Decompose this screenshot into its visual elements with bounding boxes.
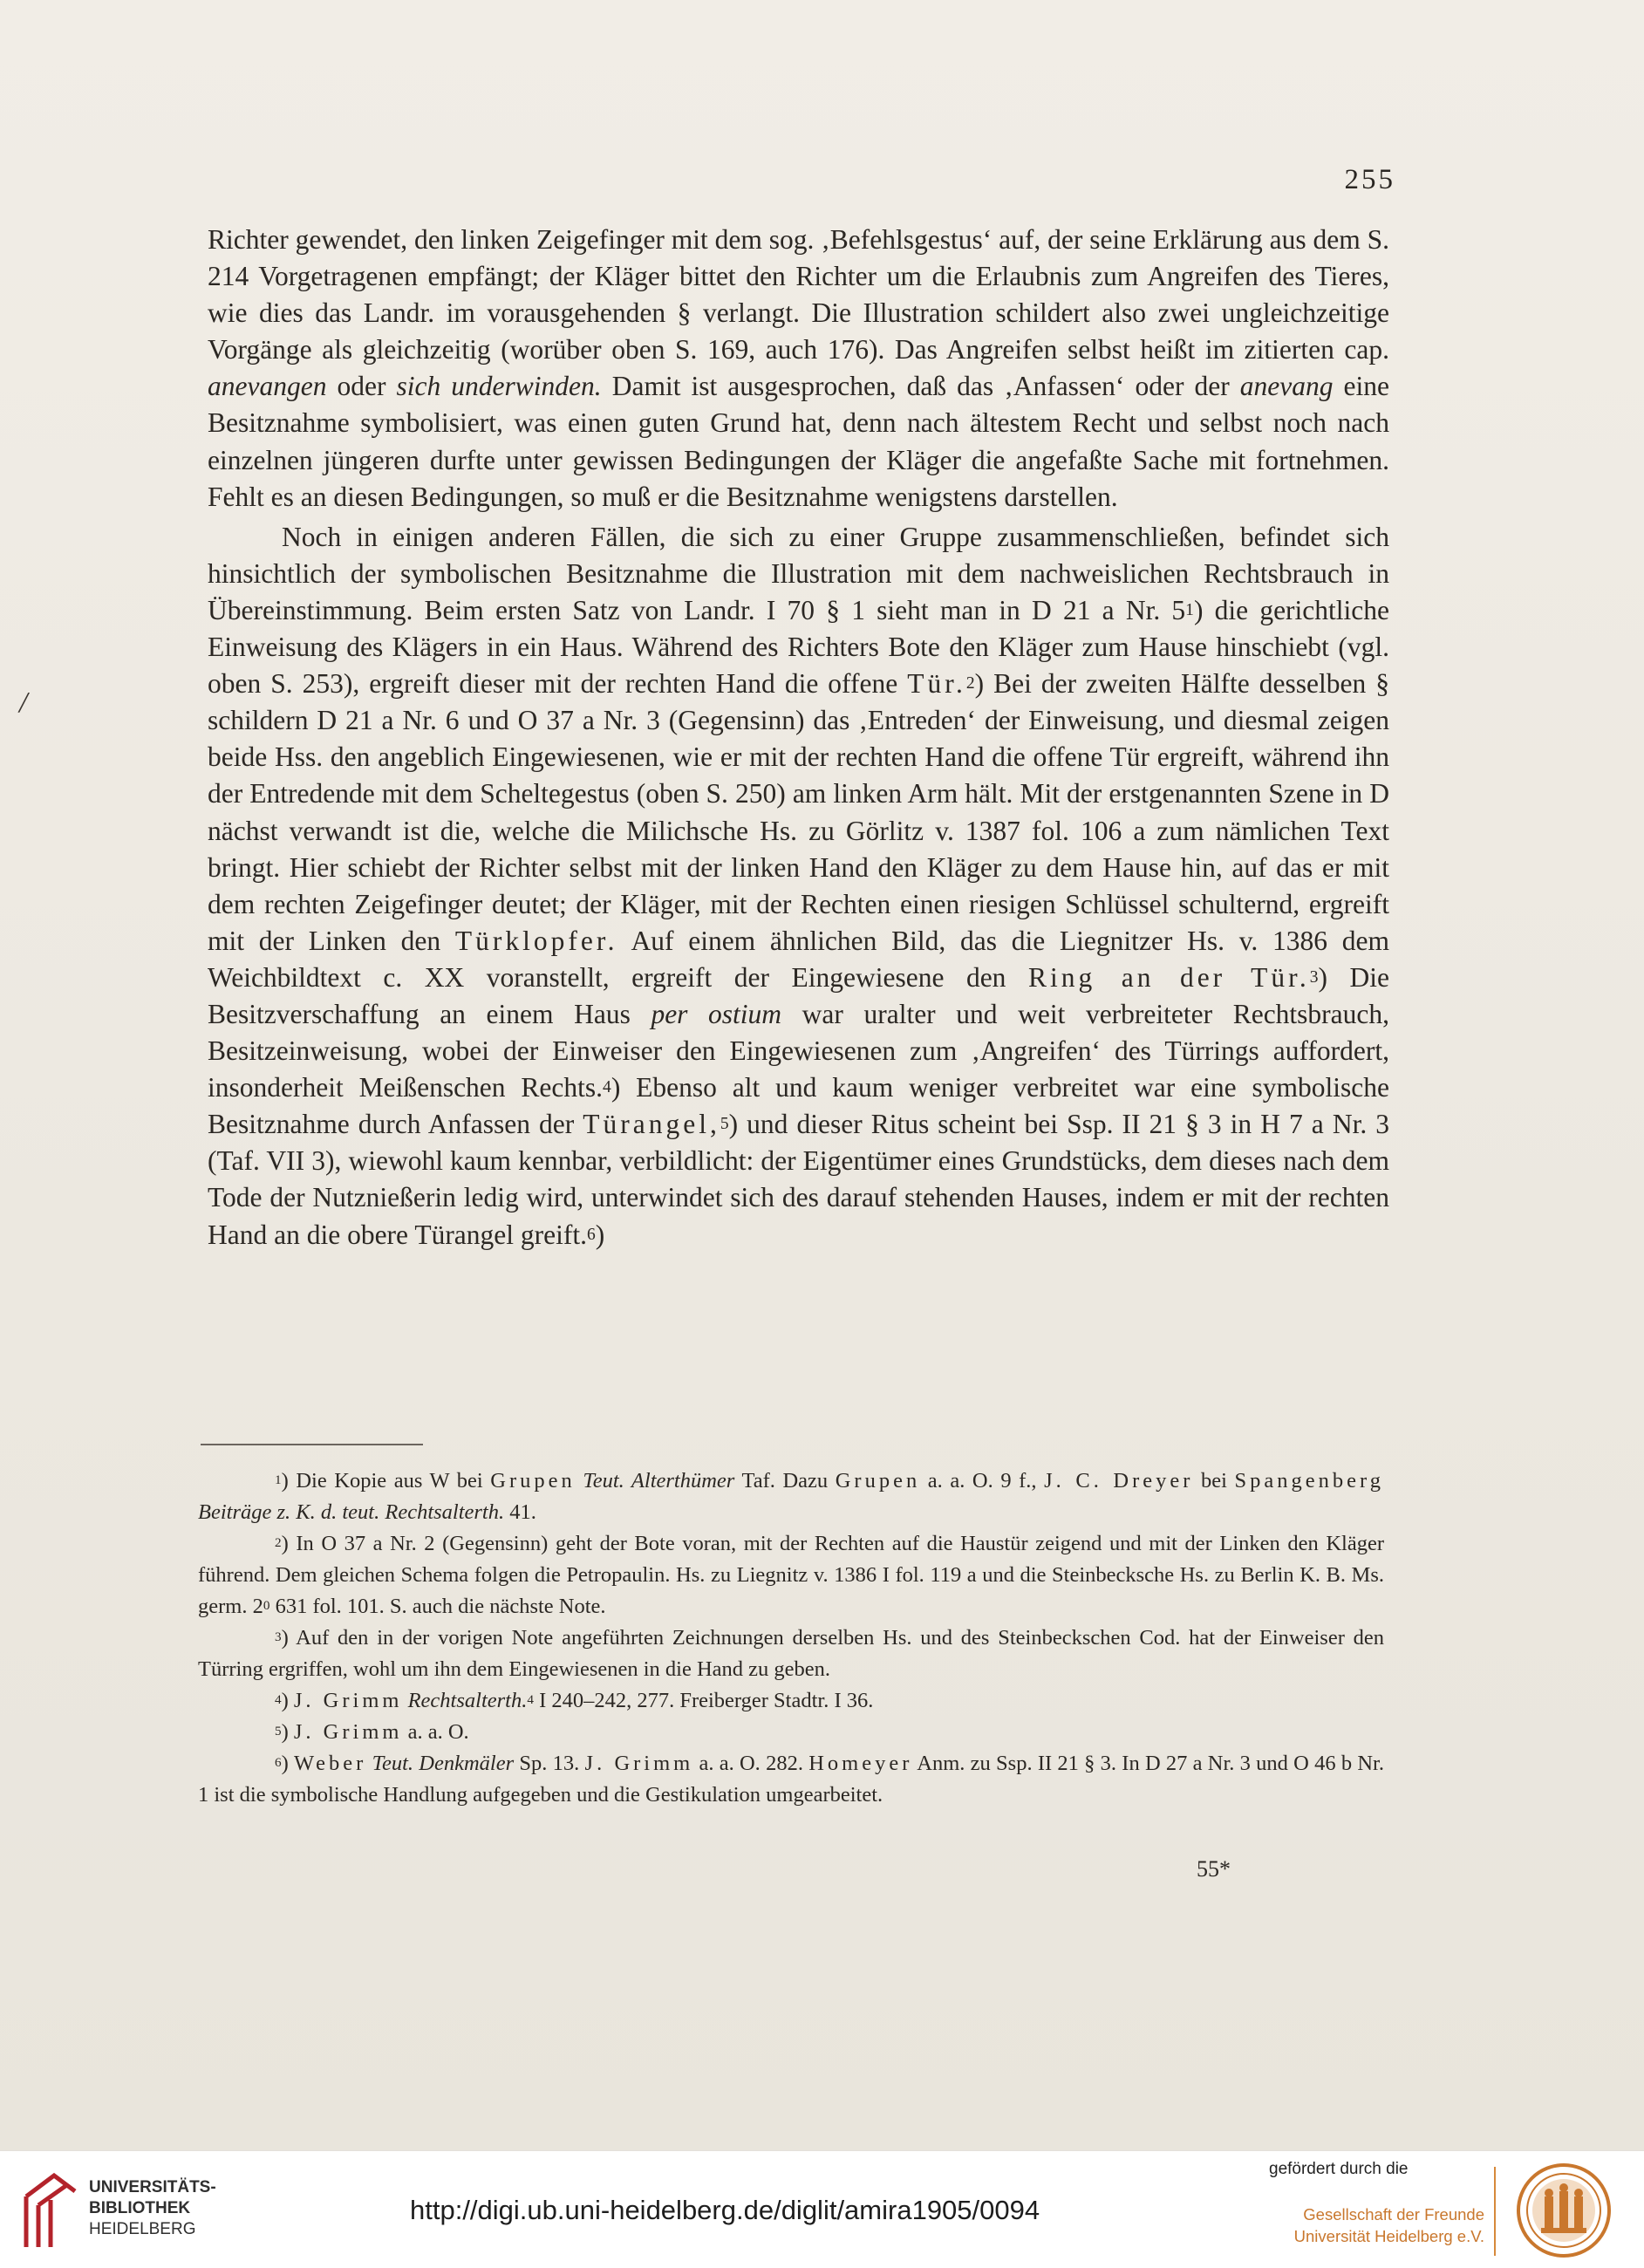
signature-mark: 55* [1197,1856,1231,1882]
society-name[interactable]: Gesellschaft der Freunde Universität Heidelberg e.V. [1293,2205,1484,2245]
footnote-rule [201,1444,423,1445]
margin-mark: / [19,687,28,719]
library-name: UNIVERSITÄTS- BIBLIOTHEK HEIDELBERG [89,2178,216,2238]
footnote-ref: 6 [587,1225,596,1244]
footnotes [198,1465,1384,1811]
paragraph-1: Richter gewendet, den linken Zeigefinger mit dem sog. ‚Befehlsgestus‘ auf, der seine Erklärung aus dem S. 214 Vorgetragenen empfängt; der Kläger bittet den Richter um die Erlaubnis zum Angreifen des Tieres, wie dies das Landr. im vorausgehenden § verlangt. Die Illustration schildert also zwei ungleichzeitige Vorgänge als gleichzeitig (worüber oben S. 169, auch 176). Das Angreifen selbst heißt im zitierten cap. anevangen oder sich underwinden. Damit ist ausgesprochen, daß das ‚Anfassen‘ oder der anevang eine Besitznahme symbolisiert, was einen guten Grund hat, denn nach ältestem Recht und selbst noch nach einzelnen jüngeren durfte unter gewissen Bedingungen der Kläger die angefaßte Sache mit fortnehmen. Fehlt es an diesen Bedingungen, so muß er die Besitznahme wenigstens darstellen. [208,224,1389,512]
page-number: 255 [1344,164,1395,195]
footnote-ref: 1 [1185,601,1194,620]
body-text [208,222,1389,1254]
footnote-1: $^1$) Die Kopie aus W bei Grupen Teut. Alterthümer Taf. Dazu Grupen a. a. O. 9 f., J. C. Dreyer bei Spangenberg Beiträge z. K. d. teut. Rechtsalterth. 41. [198,1469,1384,1524]
permalink-url[interactable]: http://digi.ub.uni-heidelberg.de/diglit/amira1905/0094 [410,2195,1040,2225]
university-seal-icon[interactable] [1515,2162,1613,2259]
footnote-ref: 4 [603,1078,611,1097]
funded-by-label: gefördert durch die [1269,2160,1409,2178]
viewer-footer [0,2150,1644,2268]
footnote-ref: 2 [965,674,975,693]
library-logo-icon[interactable] [19,2170,82,2252]
footnote-6: $^6$) Weber Teut. Denkmäler Sp. 13. J. Grimm a. a. O. 282. Homeyer Anm. zu Ssp. II 21 § 3. In D 27 a Nr. 3 und O 46 b Nr. 1 ist die symbolische Handlung aufgegeben und die Gestikulation umgearbeitet. [198,1752,1384,1807]
footnote-4: $^4$) J. Grimm Rechtsalterth.$^4$ I 240–242, 277. Freiberger Stadtr. I 36. [275,1689,874,1712]
footnote-5: $^5$) J. Grimm a. a. O. [275,1720,469,1744]
footer-divider [1494,2167,1496,2256]
paragraph-2: Noch in einigen anderen Fällen, die sich zu einer Gruppe zusammenschließen, befindet sich hinsichtlich der symbolischen Besitznahme die Illustration mit dem nachweislichen Rechtsbrauch in Übereinstimmung. Beim ersten Satz von Landr. I 70 § 1 sieht man in D 21 a Nr. $5^1$) die gerichtliche Einweisung des Klägers in ein Haus. Während des Richters Bote den Kläger zum Hause hinschiebt (vgl. oben S. 253), ergreift dieser mit der rechten Hand die offene Tür.$^2$) Bei der zweiten Hälfte desselben § schildern D 21 a Nr. 6 und O 37 a Nr. 3 (Gegensinn) das ‚Entreden‘ der Einweisung, und diesmal zeigen beide Hss. den angeblich Eingewiesenen, wie er mit der rechten Hand die offene Tür ergreift, während ihn der Entredende mit dem Scheltegestus (oben S. 250) am linken Arm hält. Mit der erstgenannten Szene in D nächst verwandt ist die, welche die Milichsche Hs. zu Görlitz v. 1387 fol. 106 a zum nämlichen Text bringt. Hier schiebt der Richter selbst mit der linken Hand den Kläger zu dem Hause hin, auf das er mit dem rechten Zeigefinger deutet; der Kläger, mit der Rechten einen riesigen Schlüssel schulternd, ergreift mit der Linken den Türklopfer. Auf einem ähnlichen Bild, das die Liegnitzer Hs. v. 1386 dem Weichbildtext c. XX voranstellt, ergreift der Eingewiesene den Ring an der Tür.$^3$) Die Besitzverschaffung an einem Haus per ostium war uralter und weit verbreiteter Rechtsbrauch, Besitzeinweisung, wobei der Einweiser den Eingewiesenen zum ‚Angreifen‘ des Türrings auffordert, insonderheit Meißenschen Rechts.$^4$) Ebenso alt und kaum weniger verbreitet war eine symbolische Besitznahme durch Anfassen der Türangel,$^5$) und dieser Ritus scheint bei Ssp. II 21 § 3 in H 7 a Nr. 3 (Taf. VII 3), wiewohl kaum kennbar, verbildlicht: der Eigentümer eines Grundstücks, dem dieses nach dem Tode der Nutznießerin ledig wird, unterwindet sich des darauf stehenden Hauses, indem er mit der rechten Hand an die obere Türangel greift.$^6$) [208,521,1390,1250]
footnote-ref: 5 [720,1115,729,1134]
footnote-3: $^3$) Auf den in der vorigen Note angeführten Zeichnungen derselben Hs. und des Steinbeckschen Cod. hat der Einweiser den Türring ergriffen, wohl um ihn dem Eingewiesenen in die Hand zu geben. [198,1626,1384,1681]
footnote-2: $^2$) In O 37 a Nr. 2 (Gegensinn) geht der Bote voran, mit der Rechten auf die Haustür zeigend und mit der Linken den Kläger führend. Dem gleichen Schema folgen die Petropaulin. Hs. zu Liegnitz v. 1386 I fol. 119 a und die Steinbecksche Hs. zu Berlin K. B. Ms. germ. $2^0$ 631 fol. 101. S. auch die nächste Note. [198,1532,1384,1618]
footnote-ref: 3 [1309,968,1319,987]
